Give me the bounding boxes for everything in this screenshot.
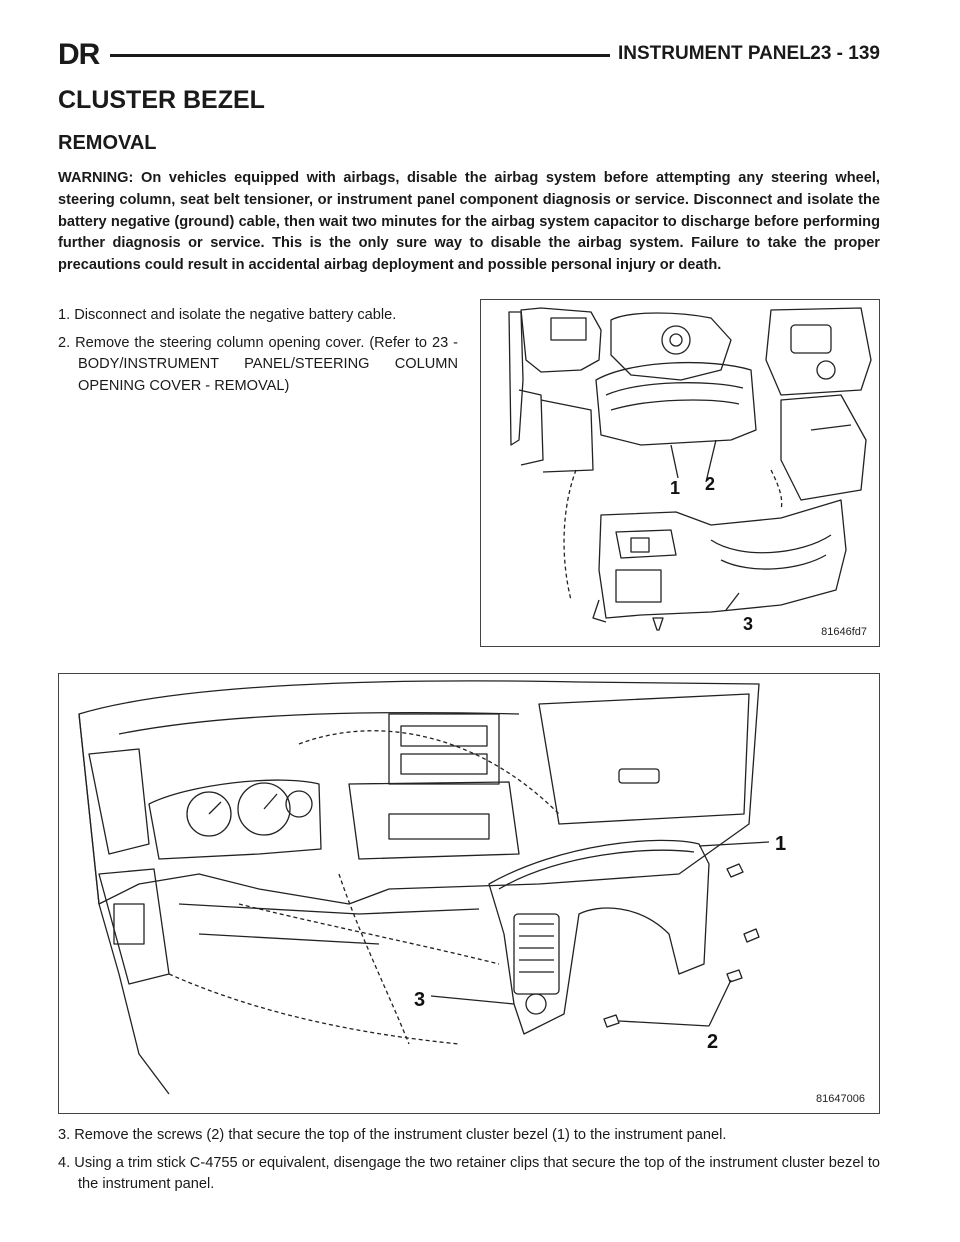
procedure-steps-top bbox=[58, 305, 458, 403]
figure-cluster-bezel bbox=[58, 673, 880, 1114]
figure1-callout-2: 2 bbox=[705, 474, 716, 494]
page-number: 23 - 139 bbox=[810, 43, 880, 64]
figure2-id: 81647006 bbox=[816, 1093, 865, 1105]
page-title: CLUSTER BEZEL bbox=[58, 86, 265, 114]
header-rule bbox=[110, 54, 610, 57]
figure-steering-column-cover bbox=[480, 299, 880, 647]
figure1-callout-1: 1 bbox=[670, 478, 681, 498]
manual-code: DR bbox=[58, 38, 100, 71]
step-1: 1. Disconnect and isolate the negative battery cable. bbox=[58, 307, 397, 323]
step-4: 4. Using a trim stick C-4755 or equivalent, disengage the two retainer clips that secure the top of the instrument cluster bezel to the instrument panel. bbox=[58, 1154, 880, 1192]
figure2-callout-2: 2 bbox=[707, 1031, 719, 1053]
step-3: 3. Remove the screws (2) that secure the top of the instrument cluster bezel (1) to the instrument panel. bbox=[58, 1127, 727, 1143]
cluster-bezel-illustration bbox=[59, 674, 879, 1113]
page-header bbox=[58, 36, 880, 70]
section-subtitle: REMOVAL bbox=[58, 132, 157, 154]
figure1-callout-3: 3 bbox=[743, 614, 754, 634]
steering-column-cover-illustration bbox=[481, 300, 879, 646]
figure2-callout-1: 1 bbox=[775, 833, 787, 855]
section-title: INSTRUMENT PANEL bbox=[618, 43, 811, 64]
airbag-warning: WARNING: On vehicles equipped with airbags, disable the airbag system before attempting any steering wheel, steering column, seat belt tensioner, or instrument panel component diagnosis or service. Disconnect and isolate the battery negative (ground) cable, then wait two minutes for the airbag system capacitor to discharge before performing further diagnosis or service. This is the only sure way to disable the airbag system. Failure to take the proper precautions could result in accidental airbag deployment and possible personal injury or death. bbox=[58, 170, 880, 274]
figure1-id: 81646fd7 bbox=[821, 626, 867, 638]
figure2-callout-3: 3 bbox=[414, 989, 426, 1011]
procedure-steps-bottom bbox=[58, 1125, 880, 1202]
step-2: 2. Remove the steering column opening cover. (Refer to 23 - BODY/INSTRUMENT PANEL/STEERING COLUMN OPENING COVER - REMOVAL) bbox=[58, 334, 458, 394]
